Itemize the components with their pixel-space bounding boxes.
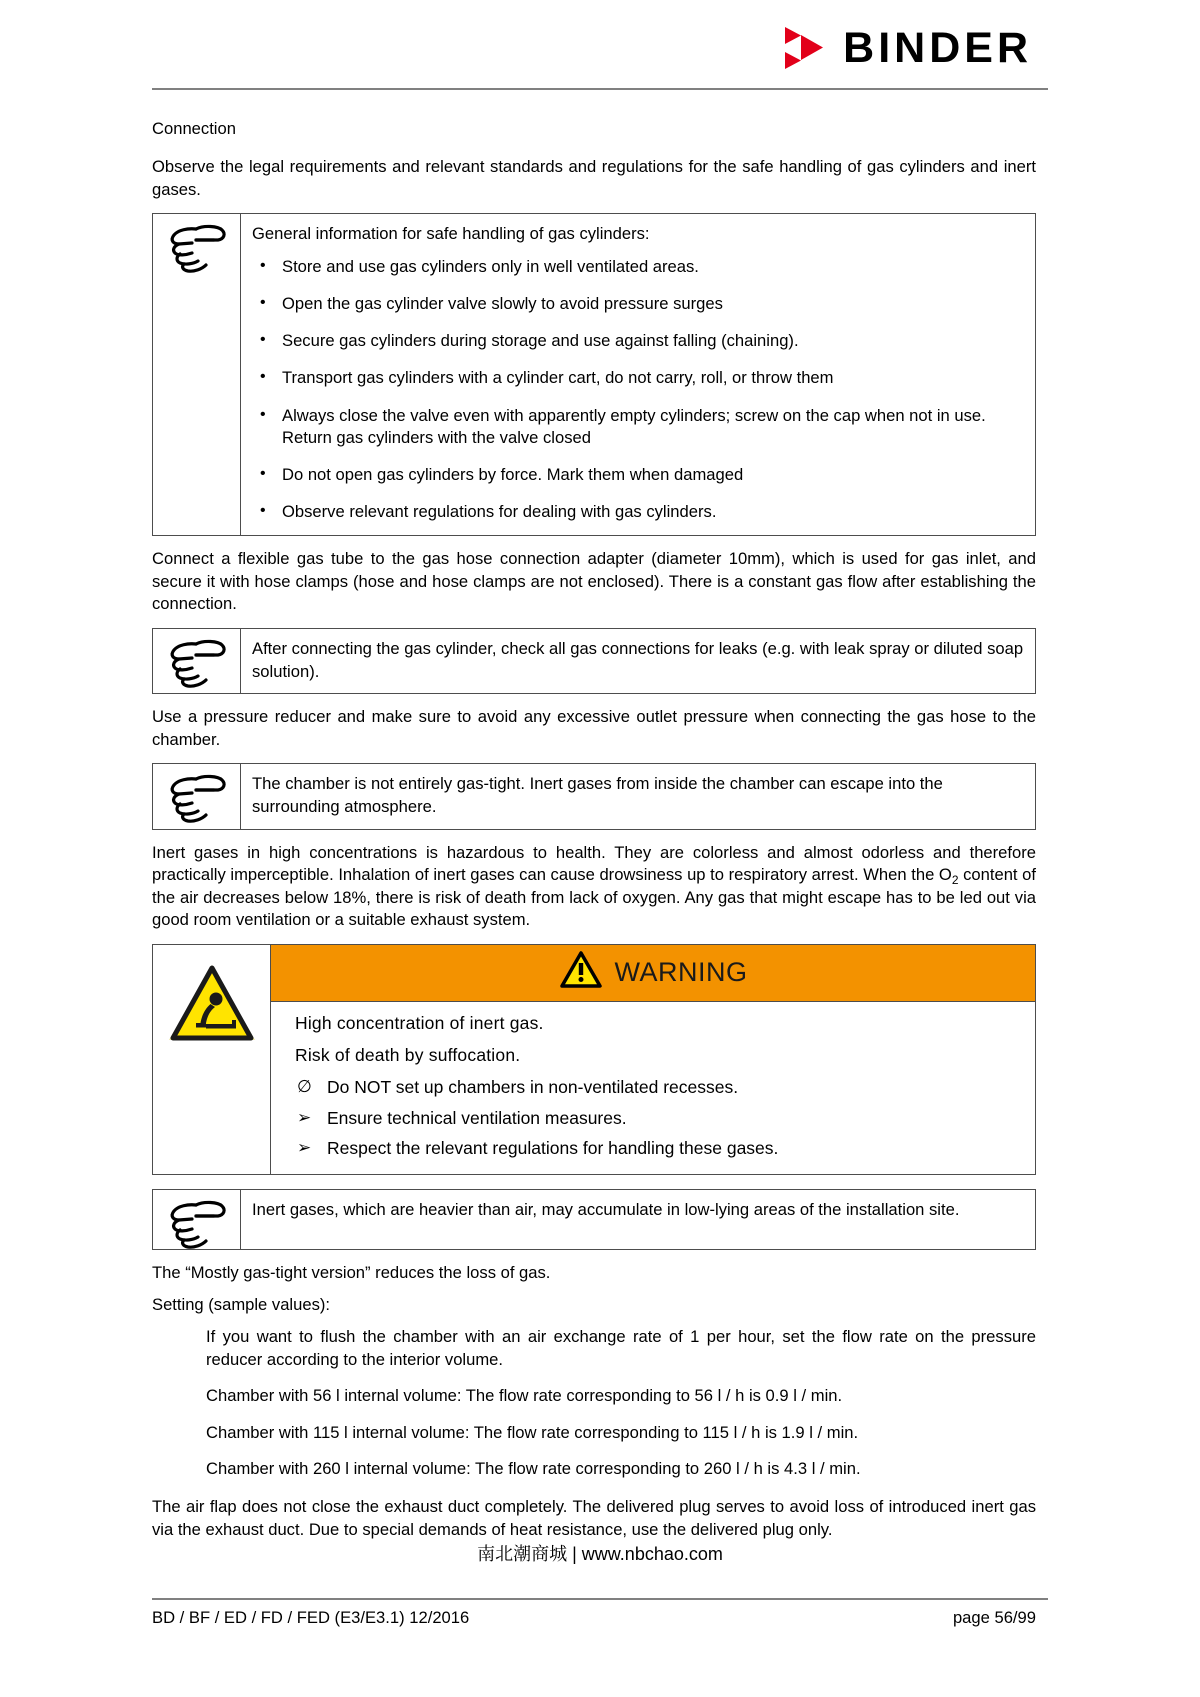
bullet-dot-icon: • bbox=[260, 502, 266, 520]
pointing-hand-icon bbox=[153, 214, 241, 535]
list-item bbox=[295, 1107, 1021, 1130]
list-item bbox=[295, 1076, 1021, 1099]
setting-item: If you want to flush the chamber with an air exchange rate of 1 per hour, set the flow rate on the pressure reducer according to the interior volume. bbox=[206, 1327, 1036, 1369]
setting-item: Chamber with 56 l internal volume: The flow rate corresponding to 56 l / h is 0.9 l / min. bbox=[206, 1386, 843, 1406]
note-box-general-info bbox=[152, 213, 1036, 536]
note-box-text: Inert gases, which are heavier than air, may accumulate in low-lying areas of the installation site. bbox=[252, 1199, 960, 1219]
inert-gases-paragraph bbox=[152, 842, 1036, 932]
page-footer bbox=[152, 1608, 1036, 1628]
binder-triangle-logo-icon bbox=[783, 26, 829, 70]
note-box-text: After connecting the gas cylinder, check all gas connections for leaks (e.g. with leak spray or diluted soap solution). bbox=[252, 638, 1024, 681]
warning-box bbox=[152, 944, 1036, 1175]
warning-banner bbox=[271, 945, 1035, 1002]
note-box-text: The chamber is not entirely gas-tight. Inert gases from inside the chamber can escape into the surrounding atmosphere. bbox=[252, 774, 943, 817]
note-box-title: General information for safe handling of gas cylinders: bbox=[252, 224, 650, 244]
list-item bbox=[252, 501, 1025, 523]
list-item-text: Respect the relevant regulations for handling these gases. bbox=[327, 1138, 779, 1159]
list-item-text: Always close the valve even with apparently empty cylinders; screw on the cap when not in use. Return gas cylinders with the valve closed bbox=[282, 405, 986, 447]
settings-sample-values bbox=[206, 1326, 1036, 1480]
note-box-body bbox=[241, 1190, 1035, 1249]
arrow-symbol-icon: ➢ bbox=[297, 1107, 312, 1127]
prohibition-symbol-icon: ∅ bbox=[297, 1077, 312, 1097]
footer-document-code: BD / BF / ED / FD / FED (E3/E3.1) 12/2016 bbox=[152, 1608, 470, 1627]
note-box-body bbox=[241, 629, 1035, 694]
safety-bullet-list bbox=[252, 256, 1025, 524]
list-item bbox=[252, 367, 1025, 389]
warning-triangle-icon bbox=[559, 950, 603, 995]
warning-line: Risk of death by suffocation. bbox=[295, 1044, 521, 1065]
list-item-text: Do not open gas cylinders by force. Mark them when damaged bbox=[282, 464, 744, 484]
binder-logo bbox=[783, 23, 1032, 72]
list-item-text: Ensure technical ventilation measures. bbox=[327, 1107, 627, 1128]
intro-paragraph: Observe the legal requirements and relevant standards and regulations for the safe handling of gas cylinders and inert gases. bbox=[152, 157, 1036, 199]
bullet-dot-icon: • bbox=[260, 293, 266, 311]
setting-label: Setting (sample values): bbox=[152, 1295, 331, 1315]
list-item bbox=[252, 256, 1025, 278]
list-item bbox=[252, 405, 1025, 449]
note-box-leak-check bbox=[152, 628, 1036, 695]
list-item bbox=[252, 464, 1025, 486]
list-item-text: Do NOT set up chambers in non-ventilated recesses. bbox=[327, 1077, 739, 1098]
note-box-body bbox=[241, 764, 1035, 829]
section-heading: Connection bbox=[152, 119, 236, 138]
list-item bbox=[252, 330, 1025, 352]
list-item-text: Secure gas cylinders during storage and use against falling (chaining). bbox=[282, 331, 799, 351]
note-box-gas-tight bbox=[152, 763, 1036, 830]
pressure-reducer-paragraph: Use a pressure reducer and make sure to avoid any excessive outlet pressure when connecting the gas hose to the chamber. bbox=[152, 707, 1036, 749]
footer-page-number: page 56/99 bbox=[952, 1608, 1036, 1627]
setting-item: Chamber with 260 l internal volume: The flow rate corresponding to 260 l / h is 4.3 l / min. bbox=[206, 1459, 861, 1479]
note-box-body bbox=[241, 214, 1035, 535]
inert-gases-text-part2: content of the air decreases below 18%, there is risk of death from lack of oxygen. Any gas that might escape has to be led out via good room ventilation or a suitable exhaust system. bbox=[152, 865, 1036, 930]
list-item bbox=[252, 293, 1025, 315]
connect-tube-paragraph: Connect a flexible gas tube to the gas hose connection adapter (diameter 10mm), which is used for gas inlet, and secure it with hose clamps (hose and hose clamps are not enclosed). There is a constant gas flow after establishing the connection. bbox=[152, 549, 1036, 614]
setting-item: Chamber with 115 l internal volume: The flow rate corresponding to 115 l / h is 1.9 l / min. bbox=[206, 1422, 859, 1442]
warning-action-list bbox=[295, 1076, 1021, 1160]
bullet-dot-icon: • bbox=[260, 368, 266, 386]
bullet-dot-icon: • bbox=[260, 331, 266, 349]
watermark-text: 南北潮商城 | www.nbchao.com bbox=[477, 1544, 723, 1564]
pointing-hand-icon bbox=[153, 1190, 241, 1249]
pointing-hand-icon bbox=[153, 629, 241, 694]
suffocation-hazard-triangle-icon bbox=[153, 945, 271, 1174]
bullet-dot-icon: • bbox=[260, 405, 266, 423]
brand-name: BINDER bbox=[843, 23, 1032, 72]
page-header bbox=[0, 0, 1200, 92]
list-item bbox=[295, 1137, 1021, 1160]
list-item-text: Observe relevant regulations for dealing with gas cylinders. bbox=[282, 502, 717, 522]
oxygen-subscript: 2 bbox=[951, 872, 959, 887]
arrow-symbol-icon: ➢ bbox=[297, 1138, 312, 1158]
warning-box-right bbox=[271, 945, 1035, 1174]
inert-gases-text-part1: Inert gases in high concentrations is hazardous to health. They are colorless and almost odorless and therefore practically imperceptible. Inhalation of inert gases can cause drowsiness up to respiratory arrest. When the O bbox=[152, 842, 1036, 885]
header-divider bbox=[152, 88, 1048, 90]
footer-divider bbox=[152, 1598, 1048, 1600]
note-box-heavier-than-air bbox=[152, 1189, 1036, 1250]
bullet-dot-icon: • bbox=[260, 256, 266, 274]
list-item-text: Transport gas cylinders with a cylinder cart, do not carry, roll, or throw them bbox=[282, 368, 834, 388]
list-item-text: Open the gas cylinder valve slowly to avoid pressure surges bbox=[282, 293, 723, 313]
bullet-dot-icon: • bbox=[260, 464, 266, 482]
pointing-hand-icon bbox=[153, 764, 241, 829]
warning-body bbox=[271, 1002, 1035, 1174]
warning-line: High concentration of inert gas. bbox=[295, 1012, 544, 1033]
mostly-gastight-paragraph: The “Mostly gas-tight version” reduces the loss of gas. bbox=[152, 1262, 551, 1282]
page-content bbox=[152, 118, 1036, 1553]
warning-label: WARNING bbox=[614, 957, 748, 988]
air-flap-paragraph: The air flap does not close the exhaust duct completely. The delivered plug serves to avoid loss of introduced inert gas via the exhaust duct. Due to special demands of heat resistance, use the delivered plug only. bbox=[152, 1497, 1036, 1539]
list-item-text: Store and use gas cylinders only in well ventilated areas. bbox=[282, 256, 699, 276]
